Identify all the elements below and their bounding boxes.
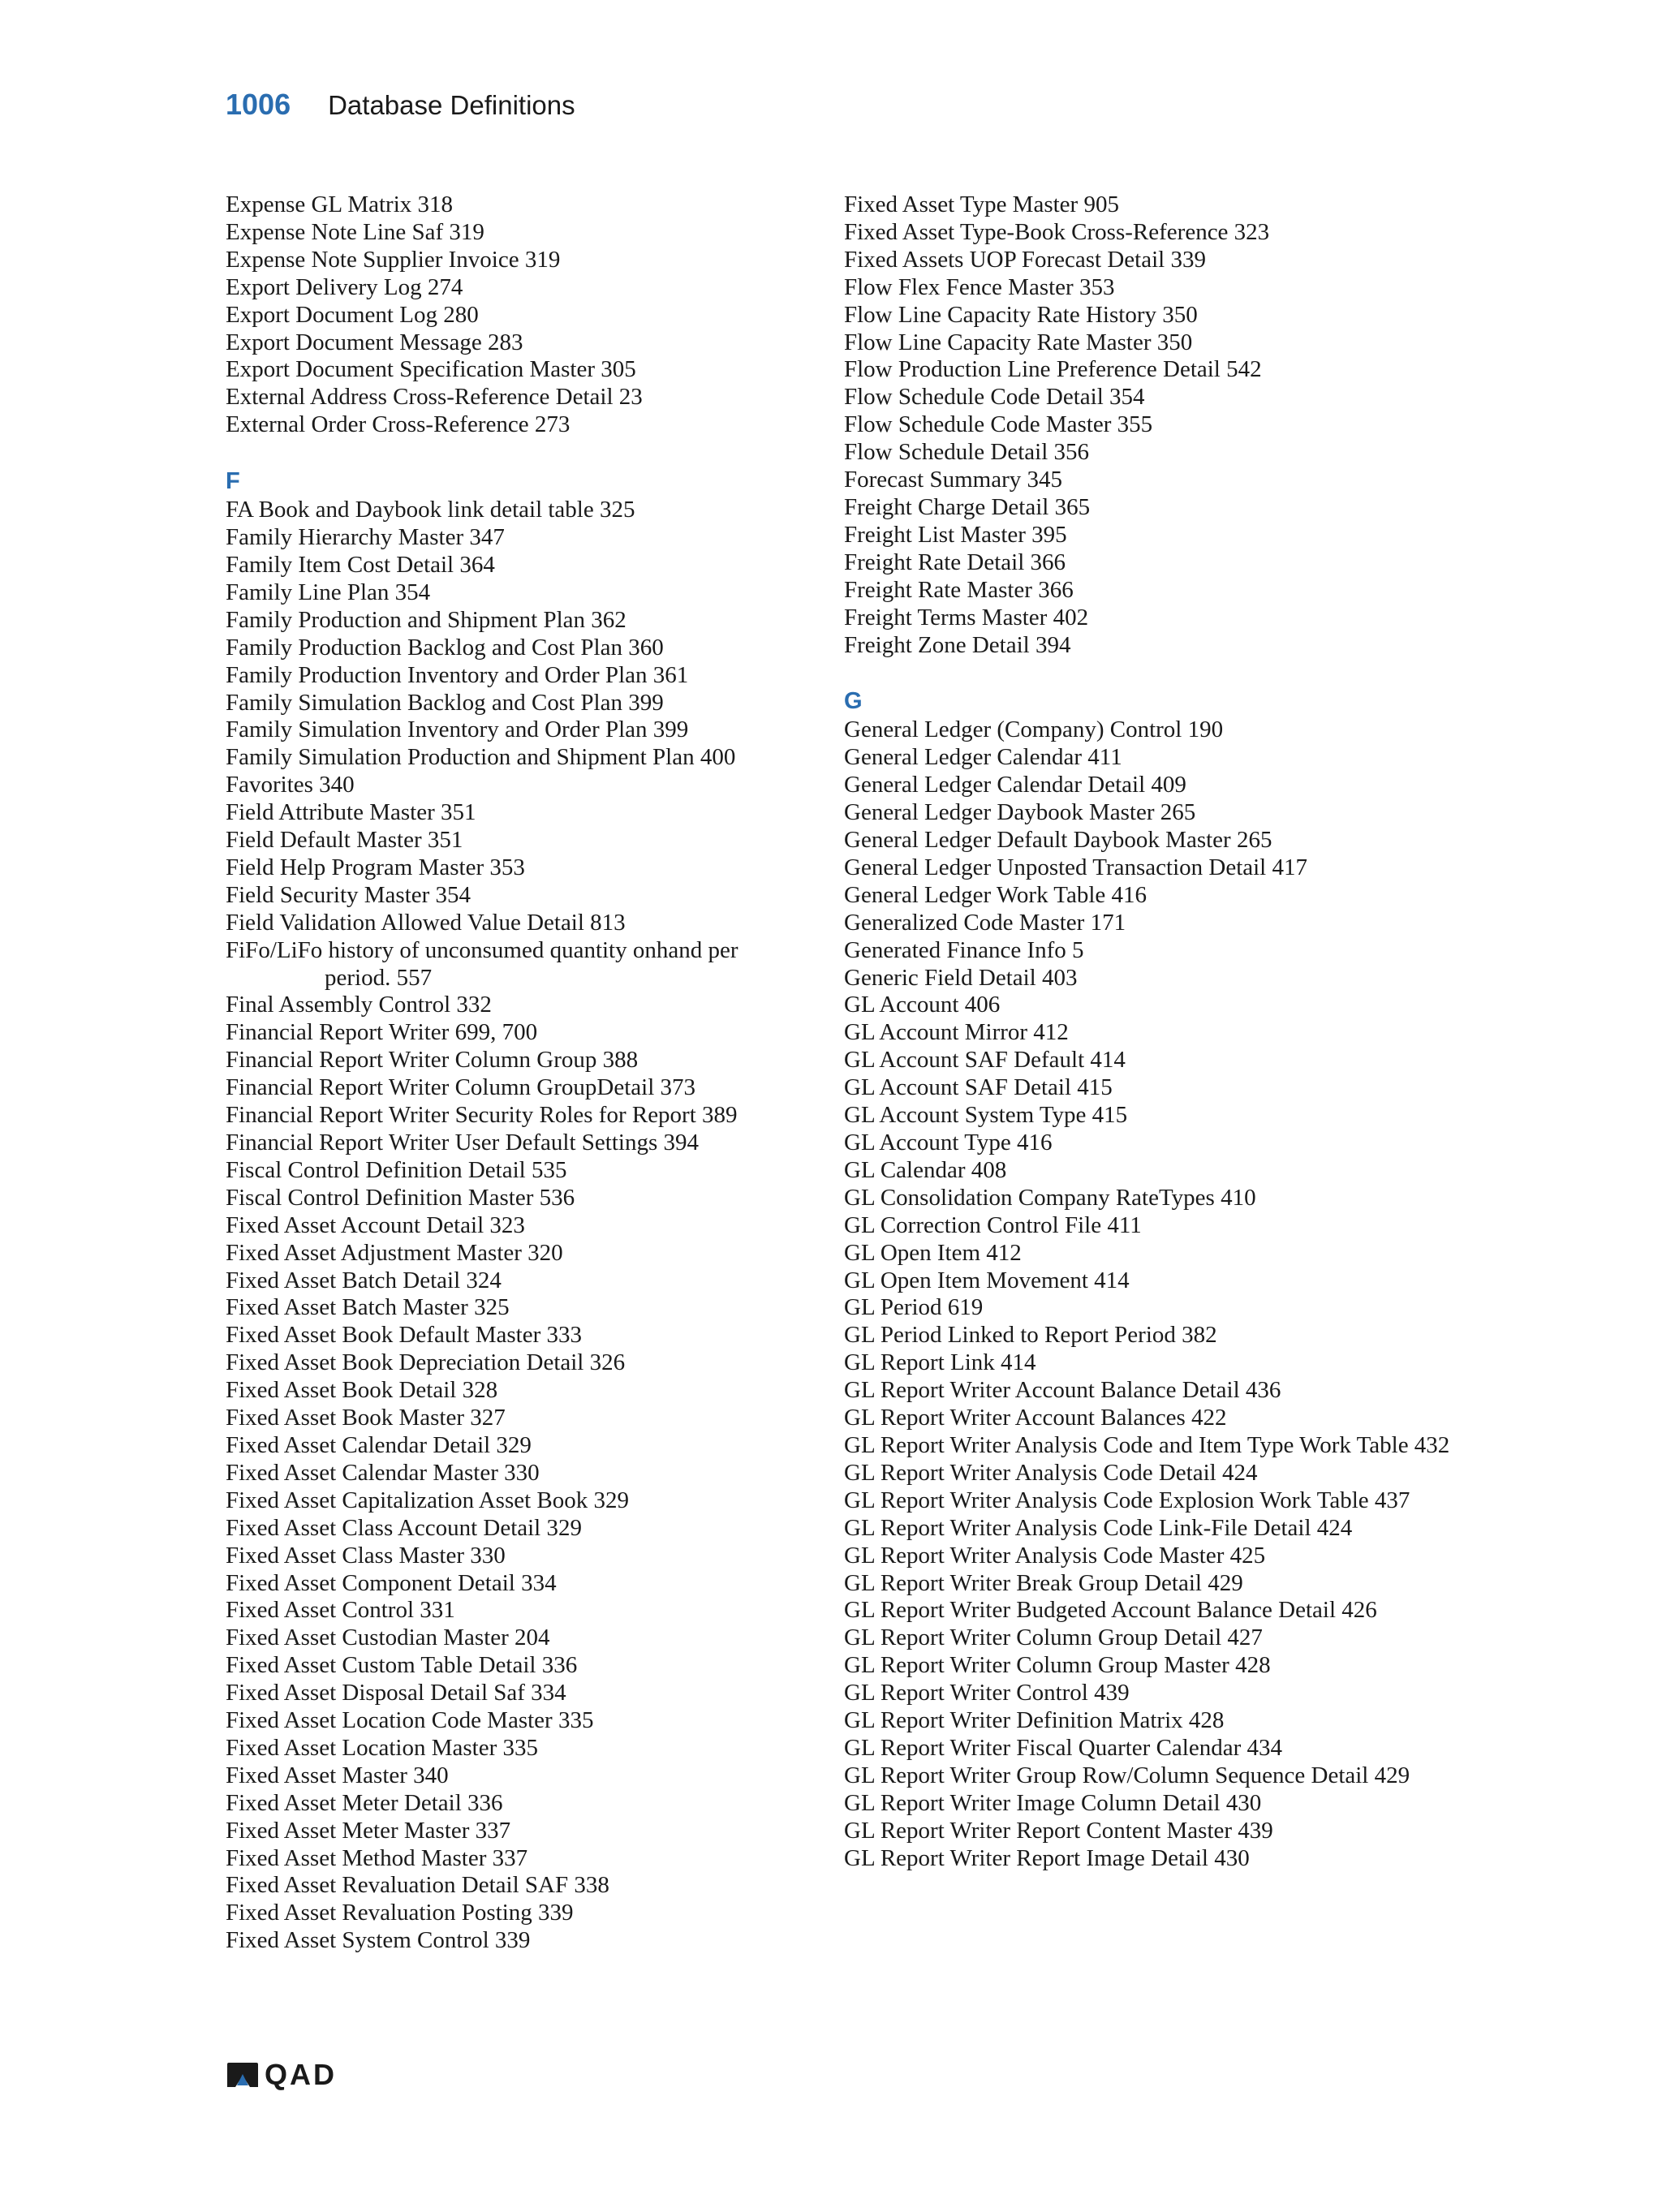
index-entry: Flow Production Line Preference Detail 542 — [844, 356, 1262, 383]
index-entry: Family Item Cost Detail 364 — [226, 551, 495, 578]
index-entry: Fixed Asset Book Master 327 — [226, 1405, 506, 1431]
index-entry: GL Report Writer Analysis Code Link-File Detail 424 — [844, 1514, 1353, 1541]
index-entry: Family Simulation Production and Shipment Plan 400 — [226, 744, 736, 771]
index-entry: Family Production and Shipment Plan 362 — [226, 606, 626, 633]
index-entry: Family Hierarchy Master 347 — [226, 524, 505, 551]
index-entry: Fiscal Control Definition Master 536 — [226, 1184, 575, 1211]
index-entry: GL Account 406 — [844, 992, 1001, 1018]
index-entry: Fixed Asset Batch Master 325 — [226, 1294, 510, 1321]
index-entry: Financial Report Writer Column GroupDetail 373 — [226, 1074, 695, 1101]
index-entry: Fixed Asset Account Detail 323 — [226, 1211, 525, 1238]
index-entry: Fixed Asset Class Master 330 — [226, 1542, 506, 1569]
index-entry: Expense Note Line Saf 319 — [226, 218, 484, 245]
index-entry: GL Consolidation Company RateTypes 410 — [844, 1184, 1256, 1211]
index-column-left — [226, 192, 794, 1955]
index-entry: Expense GL Matrix 318 — [226, 192, 454, 217]
index-entry: FA Book and Daybook link detail table 325 — [226, 497, 635, 523]
index-column-right — [844, 192, 1461, 1872]
index-entry: GL Open Item Movement 414 — [844, 1267, 1130, 1293]
index-entry: GL Report Writer Report Image Detail 430 — [844, 1844, 1250, 1871]
index-entry: Fiscal Control Definition Detail 535 — [226, 1156, 567, 1183]
index-entry: Flow Flex Fence Master 353 — [844, 273, 1115, 300]
index-entry: GL Report Writer Column Group Detail 427 — [844, 1625, 1263, 1651]
index-entry: Freight Zone Detail 394 — [844, 631, 1071, 658]
index-entry: Field Security Master 354 — [226, 881, 471, 908]
index-entry: Freight Rate Detail 366 — [844, 549, 1066, 575]
index-entry: Generated Finance Info 5 — [844, 936, 1084, 963]
index-entry: Fixed Asset Location Code Master 335 — [226, 1707, 594, 1734]
index-entry: Field Help Program Master 353 — [226, 854, 525, 880]
index-entry: Fixed Asset Type Master 905 — [844, 192, 1119, 217]
index-entry: Freight Terms Master 402 — [844, 604, 1089, 630]
index-entry: Fixed Asset Meter Master 337 — [226, 1817, 511, 1844]
index-entry: GL Report Writer Budgeted Account Balance Detail 426 — [844, 1597, 1377, 1624]
index-entry: GL Correction Control File 411 — [844, 1211, 1142, 1238]
section-letter: F — [226, 468, 240, 495]
index-entry: Fixed Asset Control 331 — [226, 1597, 455, 1624]
index-entry: Fixed Asset Book Default Master 333 — [226, 1322, 582, 1349]
index-entry: Financial Report Writer 699, 700 — [226, 1019, 538, 1046]
index-entry: GL Report Writer Fiscal Quarter Calendar 434 — [844, 1734, 1282, 1761]
index-entry: Fixed Asset Revaluation Detail SAF 338 — [226, 1872, 609, 1899]
index-entry: Flow Line Capacity Rate Master 350 — [844, 329, 1193, 355]
index-entry: General Ledger Default Daybook Master 265 — [844, 827, 1272, 854]
index-entry: Family Production Inventory and Order Plan 361 — [226, 661, 689, 688]
page-header — [226, 88, 575, 122]
page-number: 1006 — [226, 88, 291, 121]
index-entry: GL Account Mirror 412 — [844, 1019, 1069, 1046]
index-entry: GL Calendar 408 — [844, 1156, 1007, 1183]
index-entry: Flow Line Capacity Rate History 350 — [844, 301, 1198, 328]
index-entry: Financial Report Writer User Default Settings 394 — [226, 1130, 700, 1155]
index-entry: GL Report Writer Analysis Code Detail 424 — [844, 1459, 1258, 1486]
index-entry: Fixed Asset System Control 339 — [226, 1927, 531, 1954]
index-entry: Fixed Asset Custom Table Detail 336 — [226, 1652, 578, 1679]
index-entry: Export Delivery Log 274 — [226, 273, 463, 300]
index-entry: Family Production Backlog and Cost Plan 360 — [226, 634, 664, 661]
index-entry: General Ledger (Company) Control 190 — [844, 717, 1224, 743]
index-entry: General Ledger Daybook Master 265 — [844, 799, 1196, 826]
index-entry: Fixed Asset Adjustment Master 320 — [226, 1239, 563, 1266]
index-entry: GL Period Linked to Report Period 382 — [844, 1322, 1217, 1349]
index-entry: Flow Schedule Code Detail 354 — [844, 384, 1145, 411]
index-entry: Field Validation Allowed Value Detail 813 — [226, 909, 626, 936]
index-entry: GL Open Item 412 — [844, 1239, 1022, 1266]
index-entry: Fixed Asset Book Detail 328 — [226, 1377, 498, 1404]
index-entry: Freight Rate Master 366 — [844, 576, 1074, 603]
index-entry: GL Report Writer Analysis Code Explosion Work Table 437 — [844, 1487, 1410, 1513]
index-entry: GL Report Writer Group Row/Column Sequence Detail 429 — [844, 1762, 1410, 1788]
index-entry: Family Line Plan 354 — [226, 579, 431, 605]
index-entry: Fixed Asset Capitalization Asset Book 329 — [226, 1487, 630, 1513]
index-entry: Generic Field Detail 403 — [844, 964, 1078, 991]
index-entry: Freight List Master 395 — [844, 521, 1067, 548]
index-entry: Final Assembly Control 332 — [226, 992, 492, 1018]
index-entry: Financial Report Writer Column Group 388 — [226, 1047, 639, 1074]
index-entry: Fixed Asset Book Depreciation Detail 326 — [226, 1349, 626, 1376]
index-entry: GL Report Writer Account Balance Detail 436 — [844, 1377, 1281, 1404]
index-entry: GL Account Type 416 — [844, 1130, 1053, 1155]
index-entry: Export Document Log 280 — [226, 301, 479, 328]
qad-logo-icon — [226, 2061, 260, 2089]
index-entry: External Address Cross-Reference Detail 23 — [226, 384, 643, 411]
index-entry: Export Document Message 283 — [226, 329, 523, 355]
index-entry: Financial Report Writer Security Roles for Report 389 — [226, 1102, 738, 1129]
index-entry: Expense Note Supplier Invoice 319 — [226, 246, 561, 273]
index-entry: Family Simulation Backlog and Cost Plan 399 — [226, 689, 664, 716]
index-entry: Fixed Asset Meter Detail 336 — [226, 1789, 503, 1816]
index-entry: GL Report Writer Break Group Detail 429 — [844, 1569, 1243, 1596]
index-entry: GL Account SAF Detail 415 — [844, 1074, 1113, 1101]
index-entry: FiFo/LiFo history of unconsumed quantity onhand per period. 557 — [226, 936, 738, 991]
index-entry: Fixed Asset Location Master 335 — [226, 1734, 539, 1761]
index-entry: GL Report Link 414 — [844, 1349, 1036, 1376]
index-entry: Fixed Asset Calendar Master 330 — [226, 1459, 540, 1486]
index-entry: Freight Charge Detail 365 — [844, 493, 1091, 520]
index-entry: GL Report Writer Report Content Master 439 — [844, 1817, 1273, 1844]
index-entry: GL Report Writer Image Column Detail 430 — [844, 1789, 1262, 1816]
index-entry: Fixed Asset Class Account Detail 329 — [226, 1514, 582, 1541]
index-entry: Field Default Master 351 — [226, 827, 463, 854]
index-entry: GL Period 619 — [844, 1294, 984, 1321]
index-entry: Export Document Specification Master 305 — [226, 356, 636, 383]
index-entry: GL Report Writer Analysis Code Master 425 — [844, 1542, 1266, 1569]
index-entry: GL Account SAF Default 414 — [844, 1047, 1126, 1074]
index-entry: Fixed Asset Component Detail 334 — [226, 1569, 557, 1596]
index-entry: Fixed Asset Type-Book Cross-Reference 323 — [844, 218, 1270, 245]
index-entry: GL Report Writer Analysis Code and Item Type Work Table 432 — [844, 1431, 1450, 1458]
index-entry: Fixed Asset Method Master 337 — [226, 1844, 528, 1871]
index-entry: External Order Cross-Reference 273 — [226, 411, 571, 438]
index-entry: Fixed Asset Custodian Master 204 — [226, 1625, 550, 1651]
index-entry: Fixed Asset Master 340 — [226, 1762, 449, 1788]
footer-logo — [226, 2058, 337, 2092]
index-entry: Fixed Asset Batch Detail 324 — [226, 1267, 502, 1293]
page-title: Database Definitions — [328, 90, 575, 120]
index-entry: GL Account System Type 415 — [844, 1102, 1128, 1129]
index-entry: Favorites 340 — [226, 772, 355, 798]
index-entry: Family Simulation Inventory and Order Plan 399 — [226, 717, 689, 743]
section-letter: G — [844, 688, 863, 715]
index-entry: General Ledger Unposted Transaction Detail 417 — [844, 854, 1307, 880]
index-entry: Flow Schedule Detail 356 — [844, 439, 1090, 466]
index-entry: General Ledger Calendar 411 — [844, 744, 1122, 771]
index-entry: Generalized Code Master 171 — [844, 909, 1126, 936]
index-entry: General Ledger Calendar Detail 409 — [844, 772, 1186, 798]
index-entry: Forecast Summary 345 — [844, 467, 1063, 493]
index-entry: Flow Schedule Code Master 355 — [844, 411, 1153, 438]
index-entry: Fixed Assets UOP Forecast Detail 339 — [844, 246, 1206, 273]
index-entry: Fixed Asset Disposal Detail Saf 334 — [226, 1680, 566, 1706]
index-entry: Fixed Asset Revaluation Posting 339 — [226, 1900, 574, 1926]
index-entry: GL Report Writer Control 439 — [844, 1680, 1130, 1706]
index-entry: Fixed Asset Calendar Detail 329 — [226, 1431, 532, 1458]
index-entry: GL Report Writer Column Group Master 428 — [844, 1652, 1271, 1679]
index-entry: GL Report Writer Definition Matrix 428 — [844, 1707, 1225, 1734]
index-entry: GL Report Writer Account Balances 422 — [844, 1405, 1227, 1431]
logo-text: QAD — [265, 2058, 337, 2091]
index-entry: General Ledger Work Table 416 — [844, 881, 1147, 908]
index-entry: Field Attribute Master 351 — [226, 799, 476, 826]
